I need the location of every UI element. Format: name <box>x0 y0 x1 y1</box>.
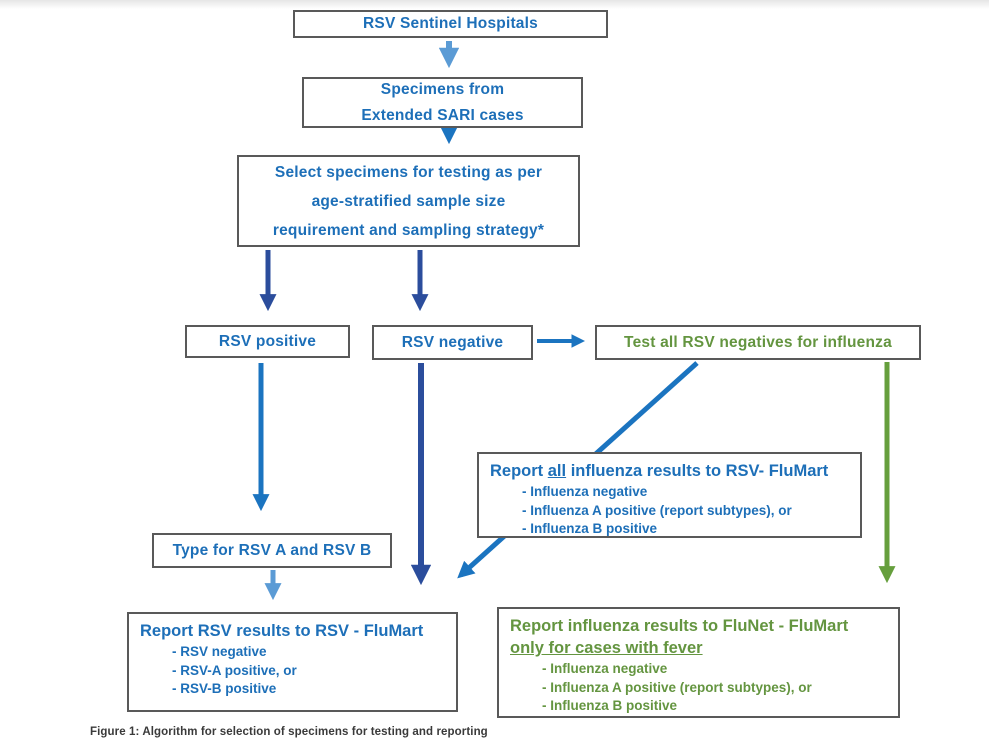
node-report-influenza-flunet <box>497 607 900 718</box>
node-line-2: age-stratified sample size <box>311 192 506 210</box>
node-test-rsv-negatives-influenza <box>595 325 921 360</box>
bullet-item: - RSV-B positive <box>172 681 277 696</box>
bullet-list <box>140 643 446 699</box>
bullet-item: - Influenza A positive (report subtypes), or <box>522 502 792 518</box>
node-report-rsv-flumart <box>127 612 458 712</box>
node-line-1: Specimens from <box>380 80 505 98</box>
bullet-item: - Influenza A positive (report subtypes), or <box>542 679 812 695</box>
bullet-item: - Influenza negative <box>522 484 648 499</box>
node-line-1: Select specimens for testing as per <box>274 163 543 181</box>
node-type-rsv-a-b <box>152 533 392 568</box>
heading-post: influenza results to RSV- FluMart <box>566 462 829 480</box>
report-heading: Report RSV results to RSV - FluMart <box>140 622 424 640</box>
bullet-list <box>510 660 888 716</box>
bullet-item: - Influenza negative <box>542 661 668 676</box>
node-rsv-negative <box>372 325 533 360</box>
node-specimens-extended-sari <box>302 77 583 128</box>
node-label: Test all RSV negatives for influenza <box>624 333 892 351</box>
node-select-specimens <box>237 155 580 247</box>
heading-underlined-word: all <box>547 462 567 480</box>
node-label: Type for RSV A and RSV B <box>172 541 372 559</box>
bullet-item: - Influenza B positive <box>522 521 658 536</box>
report-heading <box>490 460 850 482</box>
report-heading-line-1: Report influenza results to FluNet - FluMart <box>510 617 849 635</box>
node-label: RSV Sentinel Hospitals <box>363 15 538 32</box>
report-heading-line-2: only for cases with fever <box>510 639 703 657</box>
node-rsv-sentinel-hospitals <box>293 10 608 38</box>
heading-pre: Report <box>490 462 548 480</box>
figure-caption: Figure 1: Algorithm for selection of specimens for testing and reporting <box>90 726 488 738</box>
node-line-2: Extended SARI cases <box>361 106 524 124</box>
node-rsv-positive <box>185 325 350 358</box>
bullet-item: - RSV-A positive, or <box>172 662 297 678</box>
bullet-item: - RSV negative <box>172 644 267 659</box>
node-label: RSV negative <box>401 333 504 351</box>
bullet-list <box>490 483 850 539</box>
node-line-3: requirement and sampling strategy* <box>272 221 545 239</box>
bullet-item: - Influenza B positive <box>542 698 678 713</box>
node-label: RSV positive <box>218 332 317 350</box>
node-report-influenza-flumart <box>477 452 862 538</box>
